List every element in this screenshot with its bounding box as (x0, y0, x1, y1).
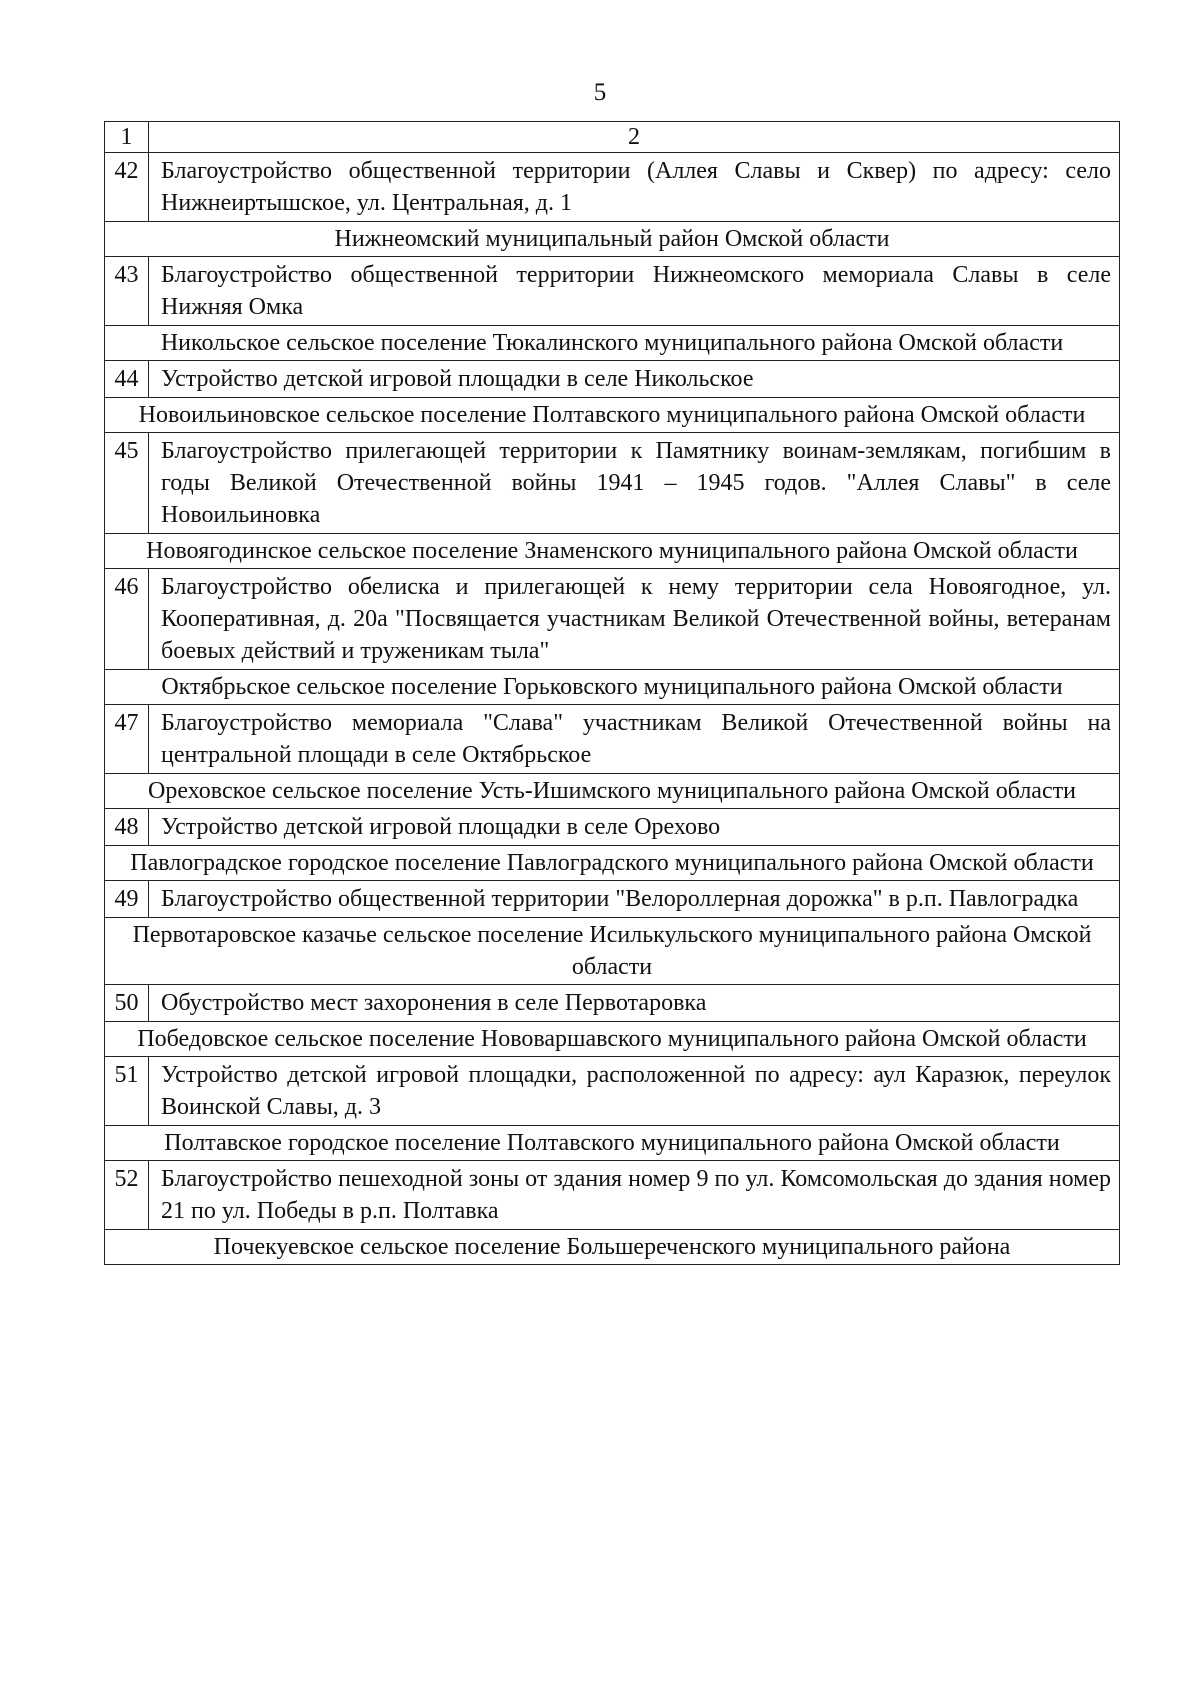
item-number: 47 (105, 705, 149, 774)
item-number: 46 (105, 569, 149, 670)
section-title: Новоильиновское сельское поселение Полтавского муниципального района Омской области (105, 398, 1120, 433)
item-number: 49 (105, 881, 149, 918)
section-row (105, 222, 1120, 257)
section-title: Победовское сельское поселение Нововаршавского муниципального района Омской области (105, 1022, 1120, 1057)
projects-table-body (105, 122, 1120, 1265)
item-description: Благоустройство пешеходной зоны от здания номер 9 по ул. Комсомольская до здания номер 21 по ул. Победы в р.п. Полтавка (149, 1161, 1120, 1230)
table-row (105, 809, 1120, 846)
section-title: Полтавское городское поселение Полтавского муниципального района Омской области (105, 1126, 1120, 1161)
section-row (105, 670, 1120, 705)
section-row (105, 774, 1120, 809)
table-row (105, 1161, 1120, 1230)
section-row (105, 534, 1120, 569)
section-title: Новоягодинское сельское поселение Знаменского муниципального района Омской области (105, 534, 1120, 569)
section-row (105, 398, 1120, 433)
section-title: Ореховское сельское поселение Усть-Ишимского муниципального района Омской области (105, 774, 1120, 809)
item-number: 42 (105, 153, 149, 222)
item-number: 50 (105, 985, 149, 1022)
table-row (105, 1057, 1120, 1126)
section-row (105, 1022, 1120, 1057)
projects-table (104, 121, 1120, 1265)
item-description: Обустройство мест захоронения в селе Первотаровка (149, 985, 1120, 1022)
table-row (105, 881, 1120, 918)
item-description: Устройство детской игровой площадки в селе Никольское (149, 361, 1120, 398)
section-title: Октябрьское сельское поселение Горьковского муниципального района Омской области (105, 670, 1120, 705)
item-number: 43 (105, 257, 149, 326)
section-title: Почекуевское сельское поселение Большереченского муниципального района (105, 1230, 1120, 1265)
table-row (105, 569, 1120, 670)
section-row (105, 1230, 1120, 1265)
item-description: Благоустройство прилегающей территории к Памятнику воинам-землякам, погибшим в годы Великой Отечественной войны 1941 – 1945 годов. "Аллея Славы" в селе Новоильиновка (149, 433, 1120, 534)
item-number: 44 (105, 361, 149, 398)
item-number: 45 (105, 433, 149, 534)
table-row (105, 257, 1120, 326)
section-row (105, 846, 1120, 881)
item-description: Благоустройство общественной территории (Аллея Славы и Сквер) по адресу: село Нижнеиртышское, ул. Центральная, д. 1 (149, 153, 1120, 222)
table-row (105, 433, 1120, 534)
table-header-row (105, 122, 1120, 153)
section-title: Никольское сельское поселение Тюкалинского муниципального района Омской области (105, 326, 1120, 361)
item-description: Благоустройство обелиска и прилегающей к нему территории села Новоягодное, ул. Кооперативная, д. 20а "Посвящается участникам Великой Отечественной войны, ветеранам боевых действий и труженикам тыла" (149, 569, 1120, 670)
page-number: 5 (593, 79, 607, 106)
item-number: 52 (105, 1161, 149, 1230)
section-title: Павлоградское городское поселение Павлоградского муниципального района Омской области (105, 846, 1120, 881)
table-row (105, 153, 1120, 222)
table-row (105, 985, 1120, 1022)
header-col-2: 2 (149, 122, 1120, 153)
item-description: Устройство детской игровой площадки, расположенной по адресу: аул Каразюк, переулок Воинской Славы, д. 3 (149, 1057, 1120, 1126)
section-row (105, 1126, 1120, 1161)
item-description: Благоустройство общественной территории Нижнеомского мемориала Славы в селе Нижняя Омка (149, 257, 1120, 326)
item-description: Благоустройство общественной территории "Велороллерная дорожка" в р.п. Павлоградка (149, 881, 1120, 918)
table-row (105, 705, 1120, 774)
section-title: Нижнеомский муниципальный район Омской области (105, 222, 1120, 257)
item-number: 51 (105, 1057, 149, 1126)
section-row (105, 326, 1120, 361)
section-row (105, 918, 1120, 985)
header-col-1: 1 (105, 122, 149, 153)
section-title: Первотаровское казачье сельское поселение Исилькульского муниципального района Омской области (105, 918, 1120, 985)
item-description: Устройство детской игровой площадки в селе Орехово (149, 809, 1120, 846)
item-number: 48 (105, 809, 149, 846)
table-row (105, 361, 1120, 398)
item-description: Благоустройство мемориала "Слава" участникам Великой Отечественной войны на центральной площади в селе Октябрьское (149, 705, 1120, 774)
